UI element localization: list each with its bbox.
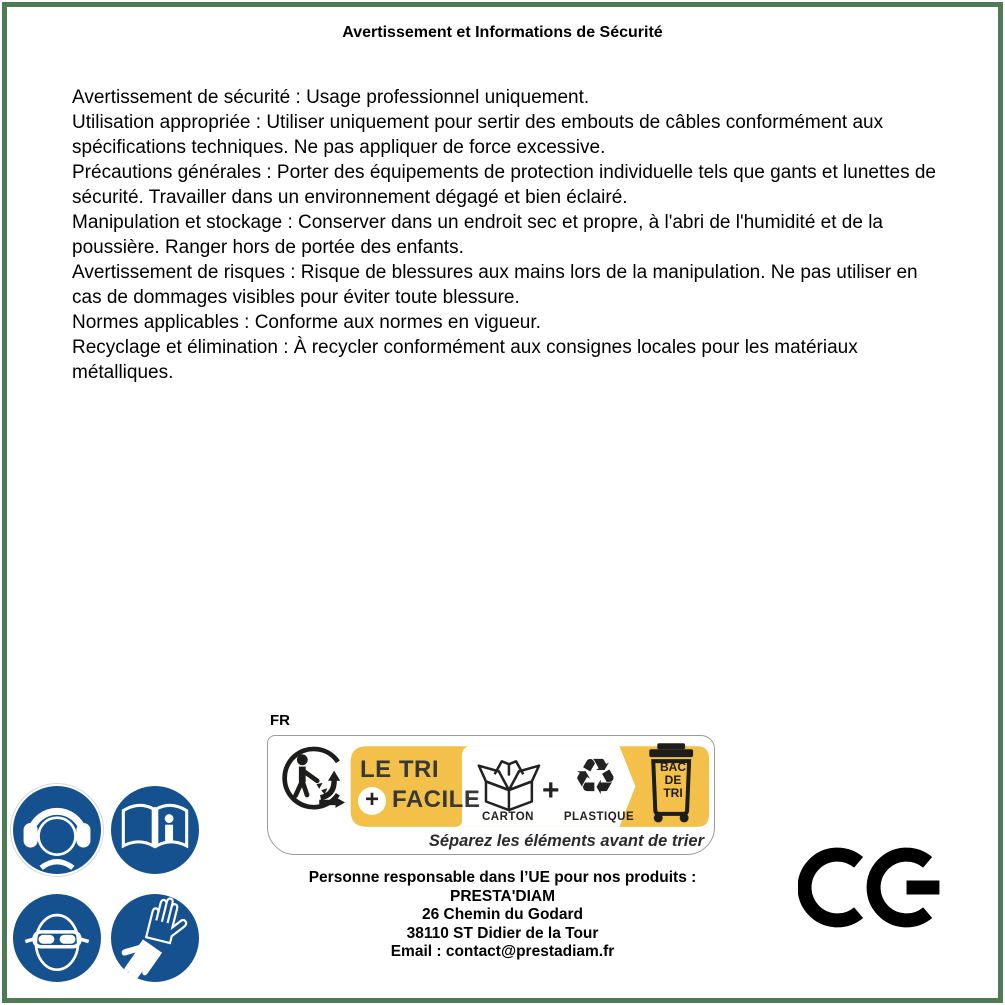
warning-paragraph: Manipulation et stockage : Conserver dans un endroit sec et propre, à l'abri de l'humidité et de la poussière. Ranger hors de portée des enfants.	[72, 212, 883, 258]
warning-paragraph: Avertissement de sécurité : Usage professionnel uniquement.	[72, 87, 590, 108]
warning-paragraph: Précautions générales : Porter des équipements de protection individuelle tels que gants et lunettes de sécurité. Travailler dans un environnement dégagé et bien éclairé.	[72, 162, 936, 208]
page-title: Avertissement et Informations de Sécurité	[342, 24, 663, 41]
bac-de-tri-label: BAC DE TRI	[660, 760, 686, 800]
ce-marking-icon	[798, 840, 946, 935]
plus-circle-icon: +	[358, 787, 386, 815]
warning-paragraph: Utilisation appropriée : Utiliser uniquement pour sertir des embouts de câbles conformément aux spécifications techniques. Ne pas appliquer de force excessive.	[72, 112, 884, 158]
responsible-heading: Personne responsable dans l’UE pour nos produits :	[308, 869, 697, 886]
plastique-label: PLASTIQUE	[563, 811, 635, 823]
warning-paragraph: Recyclage et élimination : À recycler conformément aux consignes locales pour les matériaux métalliques.	[72, 337, 858, 383]
address-street: 26 Chemin du Godard	[421, 906, 584, 924]
sorting-tagline: Séparez les éléments avant de trier	[428, 832, 704, 850]
warning-paragraph: Avertissement de risques : Risque de blessures aux mains lors de la manipulation. Ne pas utiliser en cas de dommages visibles pour éviter toute blessure.	[72, 262, 918, 308]
address-city: 38110 ST Didier de la Tour	[406, 924, 599, 942]
warning-paragraph: Normes applicables : Conforme aux normes en vigueur.	[72, 312, 541, 333]
facile-label: FACILE	[392, 786, 481, 813]
safety-warnings-text	[72, 85, 947, 385]
ear-protection-icon	[13, 786, 101, 874]
le-tri-label: LE TRI	[360, 756, 439, 783]
fr-country-label: FR	[270, 712, 290, 729]
info-tri-logo	[267, 735, 715, 855]
contact-email: Email : contact@prestadiam.fr	[390, 943, 615, 961]
company-name: PRESTA'DIAM	[449, 887, 555, 905]
read-manual-icon	[111, 786, 199, 874]
triman-icon	[285, 749, 345, 808]
plus-separator: +	[542, 774, 560, 807]
carton-label: CARTON	[482, 811, 534, 823]
plastic-recycling-icon: ♻	[573, 748, 618, 806]
